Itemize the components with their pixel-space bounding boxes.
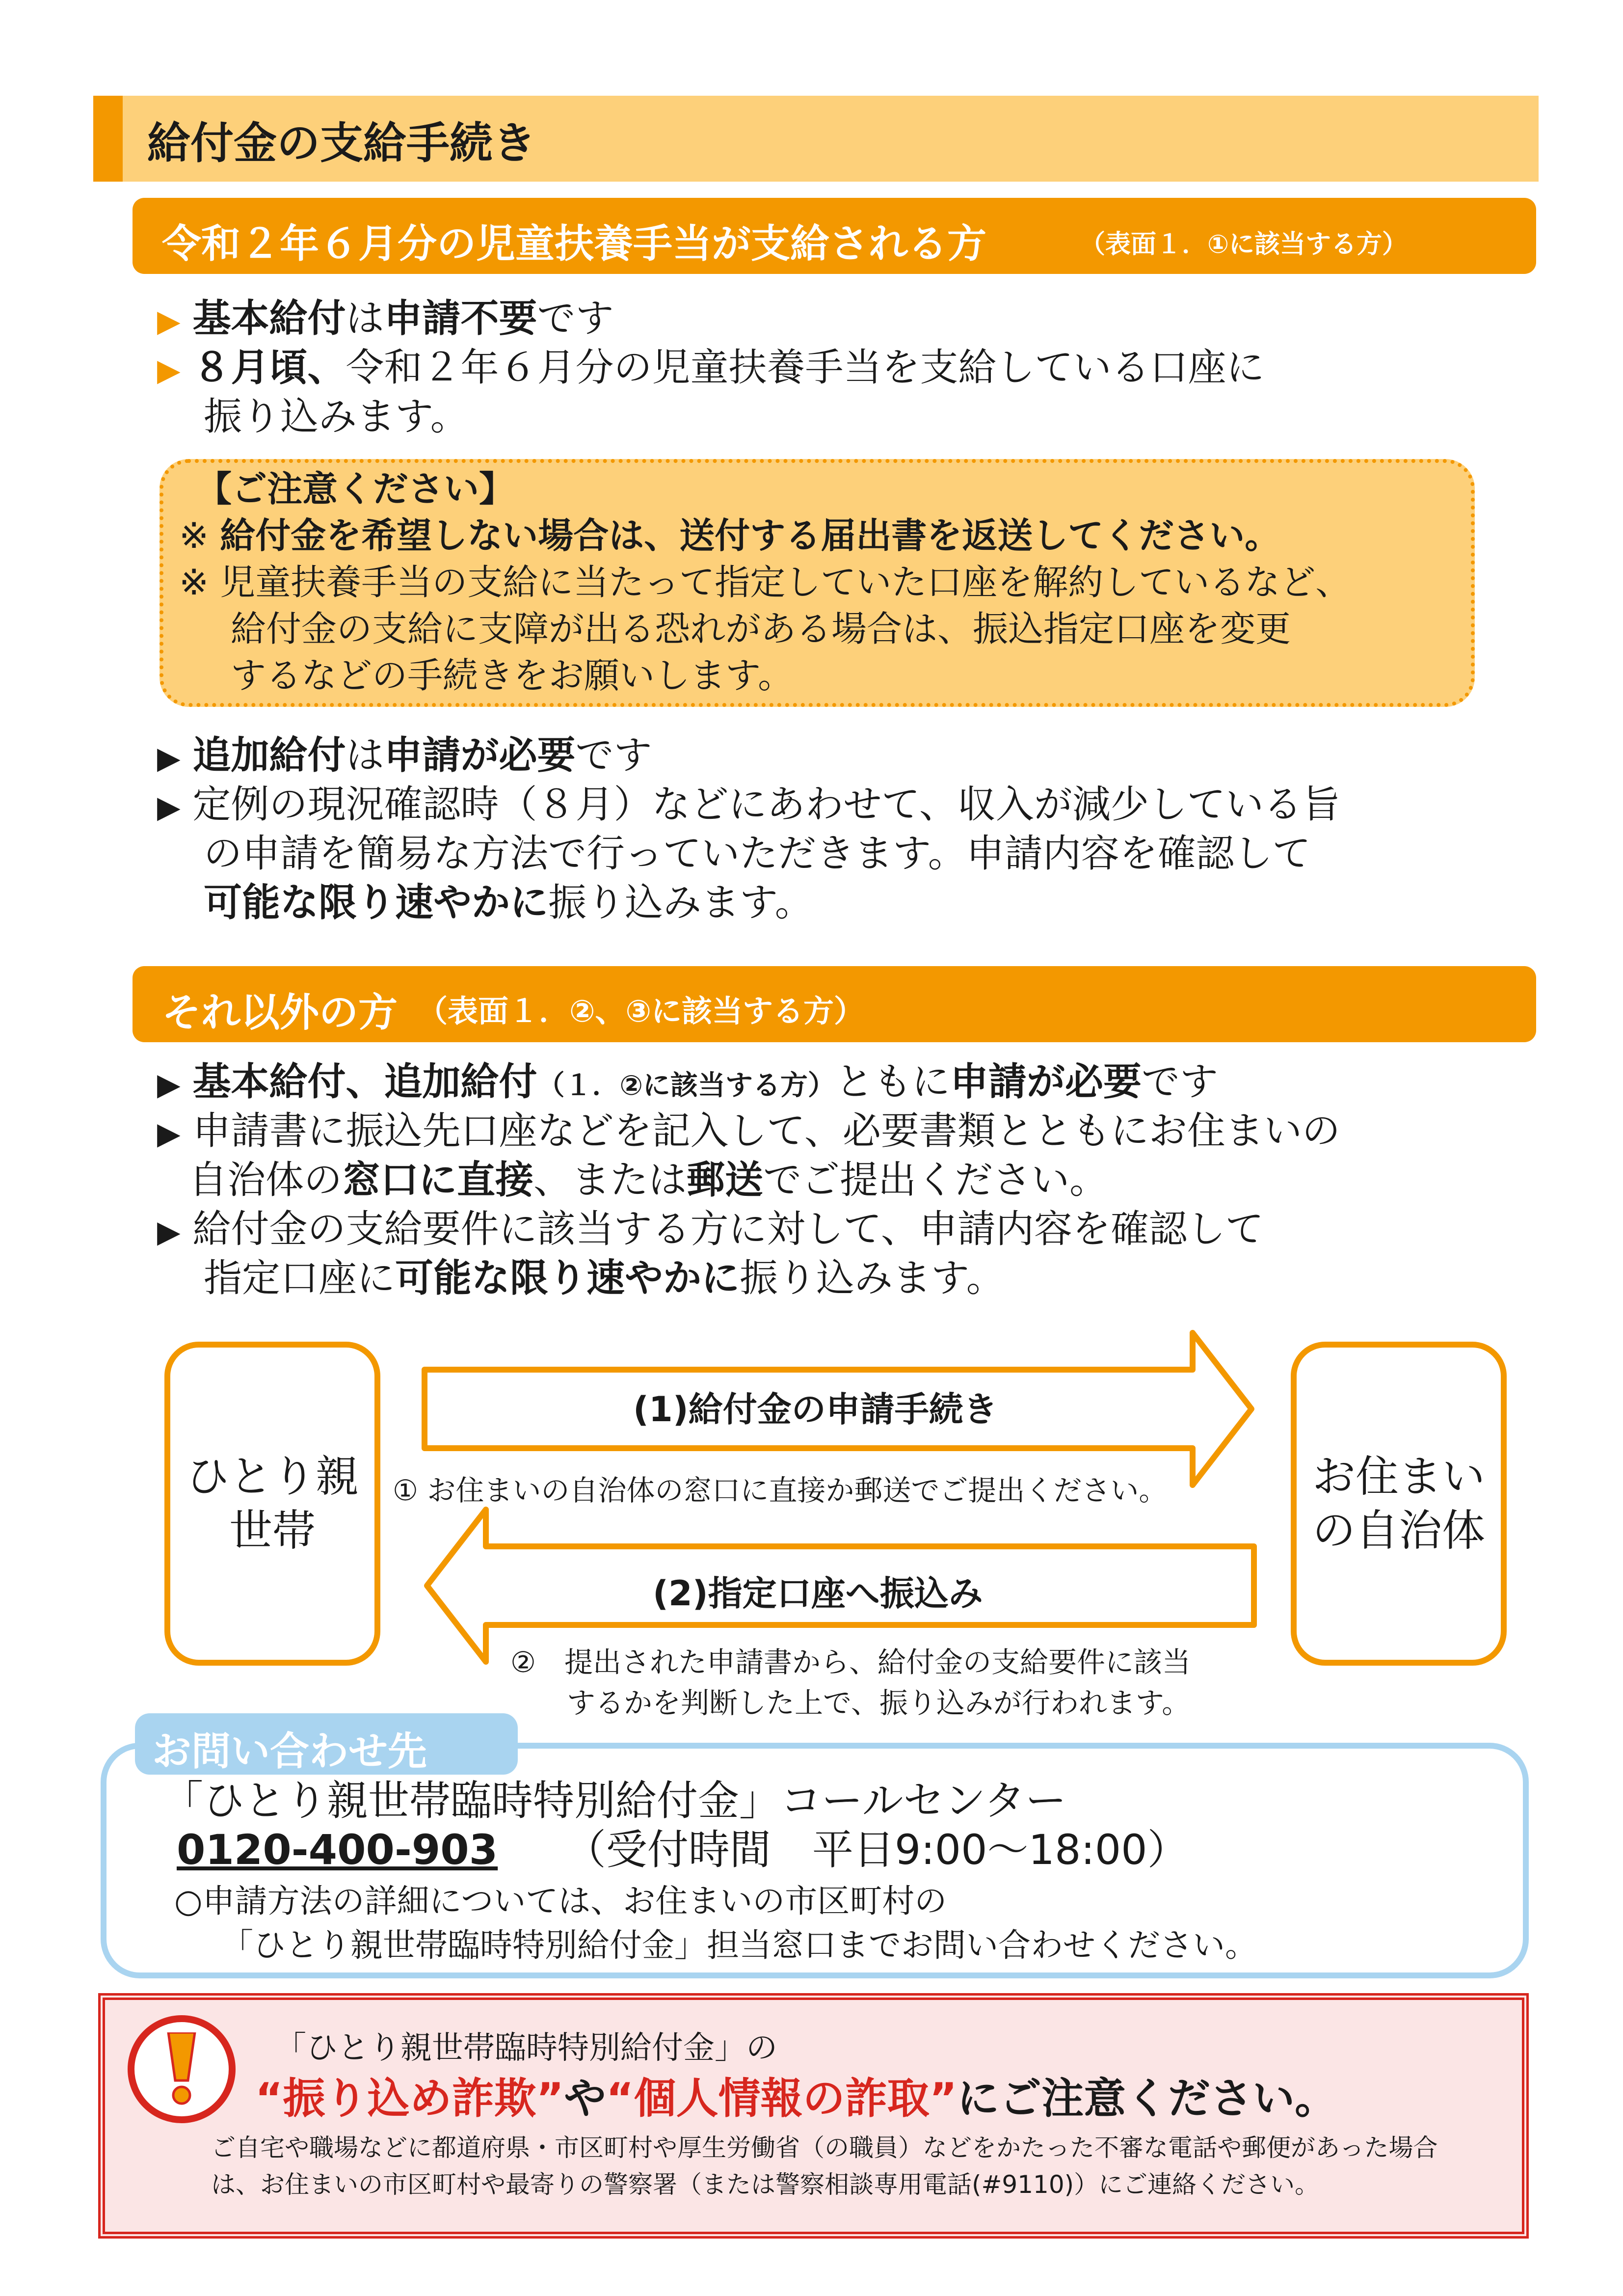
section1-subtitle: （表面１．①に該当する方） <box>1080 230 1408 259</box>
s2-b2-t3: 、または <box>533 1158 687 1202</box>
s1-bullet-4 <box>157 781 1340 831</box>
s2-b2-b2: 窓口に直接 <box>342 1158 534 1202</box>
triangle-bullet-icon: ▶ <box>157 740 181 776</box>
s1-b2-text: 令和２年６月分の児童扶養手当を支給している口座に <box>346 346 1265 390</box>
s1-bullet-1 <box>157 295 614 345</box>
triangle-bullet-icon: ▶ <box>157 789 181 825</box>
s1-b3-bold: 追加給付 <box>192 733 346 778</box>
left-box-line1: ひとり親 <box>186 1451 359 1502</box>
s2-b2-text: 申請書に振込先口座などを記入して、必要書類とともにお住まいの <box>192 1109 1340 1153</box>
arrow1-note: ① お住まいの自治体の窓口に直接か郵送でご提出ください。 <box>393 1474 1168 1507</box>
arrow2-label: (2)指定口座へ振込み <box>653 1573 983 1614</box>
arrow2-note-a: ② 提出された申請書から、給付金の支給要件に該当 <box>510 1646 1191 1679</box>
notice-line-1 <box>179 513 1280 558</box>
notice-line-2b: 給付金の支給に支障が出る恐れがある場合は、振込指定口座を変更 <box>231 608 1291 649</box>
notice-line-2 <box>179 560 1351 605</box>
s1-b4-text3: 振り込みます。 <box>548 881 813 925</box>
s1-b3-text2: です <box>575 733 652 778</box>
s2-bullet-3-cont <box>204 1254 1005 1302</box>
page-title: 給付金の支給手続き <box>147 118 536 168</box>
s2-b2-t4: でご提出ください。 <box>763 1158 1108 1202</box>
section1-title: 令和２年６月分の児童扶養手当が支給される方 <box>162 221 986 267</box>
s1-b1-text: は <box>346 297 384 341</box>
s1-b1-bold: 基本給付 <box>192 297 346 341</box>
section2-title: それ以外の方 <box>162 990 398 1035</box>
s2-b1-text: ともに <box>835 1060 950 1104</box>
s2-b3-text: 給付金の支給要件に該当する方に対して、申請内容を確認して <box>192 1207 1264 1251</box>
s1-b2-bold: ８月頃、 <box>192 346 346 390</box>
notice-heading: 【ご注意ください】 <box>196 468 515 510</box>
right-box-line2: の自治体 <box>1312 1505 1485 1556</box>
contact-tab-label: お問い合わせ先 <box>152 1729 427 1774</box>
s2-bullet-2 <box>157 1107 1340 1158</box>
s2-b1-text2: です <box>1141 1060 1218 1104</box>
title-accent <box>93 96 123 182</box>
s2-b2-b3: 郵送 <box>687 1158 764 1202</box>
s2-b1-bold2: 申請が必要 <box>950 1060 1142 1104</box>
arrow2-note-b: するかを判断した上で、振り込みが行われます。 <box>567 1686 1191 1720</box>
single-parent-household-box <box>164 1342 380 1666</box>
notice-line-2a: 児童扶養手当の支給に当たって指定していた口座を解約しているなど、 <box>220 562 1351 603</box>
s1-b3-text: は <box>346 733 384 778</box>
contact-note-1: ○申請方法の詳細については、お住まいの市区町村の <box>174 1882 947 1920</box>
triangle-bullet-icon: ▶ <box>157 1214 181 1249</box>
notice-line-1-text: 給付金を希望しない場合は、送付する届出書を返送してください。 <box>220 515 1280 556</box>
warning-tail: にご注意ください。 <box>957 2074 1337 2123</box>
call-center-name: 「ひとり親世帯臨時特別給付金」コールセンター <box>162 1777 1066 1825</box>
warning-ya: や <box>564 2074 607 2123</box>
s1-b4-text: 定例の現況確認時（８月）などにあわせて、収入が減少している旨 <box>192 783 1340 827</box>
s2-bullet-1 <box>157 1058 1218 1110</box>
s2-b1-bold: 基本給付、追加給付 <box>192 1060 537 1104</box>
triangle-bullet-icon: ▶ <box>157 1066 181 1102</box>
notice-mark: ※ <box>179 515 209 556</box>
s2-b3-t3: 振り込みます。 <box>740 1256 1005 1300</box>
fraud-phrase-1: “振り込め詐欺” <box>255 2074 564 2123</box>
warning-detail-1: ご自宅や職場などに都道府県・市区町村や厚生労働省（の職員）などをかたった不審な電話や郵便があった場合 <box>211 2134 1438 2162</box>
section2-subtitle: （表面１．②、③に該当する方） <box>417 993 864 1029</box>
phone-row <box>177 1826 1189 1873</box>
s2-bullet-2-cont <box>189 1156 1108 1204</box>
s1-bullet-4-cont2 <box>204 879 813 927</box>
triangle-bullet-icon: ▶ <box>157 303 181 339</box>
notice-mark: ※ <box>179 562 209 603</box>
fraud-phrase-2: “個人情報の詐取” <box>606 2074 958 2123</box>
s1-bullet-4-cont1: の申請を簡易な方法で行っていただきます。申請内容を確認して <box>204 832 1311 876</box>
warning-detail-2: は、お住まいの市区町村や最寄りの警察署（または警察相談専用電話(#9110)）にご連絡ください。 <box>211 2170 1320 2199</box>
s2-bullet-3 <box>157 1205 1264 1256</box>
s2-b1-small: （１．②に該当する方） <box>537 1070 835 1102</box>
s1-b1-text2: です <box>537 297 614 341</box>
warning-icon <box>128 2015 236 2123</box>
left-box-line2: 世帯 <box>229 1505 316 1556</box>
s1-bullet-2 <box>157 344 1265 394</box>
triangle-bullet-icon: ▶ <box>157 352 181 388</box>
s2-b3-b2: 可能な限り速やかに <box>395 1256 740 1300</box>
notice-line-2c: するなどの手続きをお願いします。 <box>231 655 794 696</box>
s1-b3-bold2: 申請が必要 <box>384 733 576 778</box>
arrow1-label: (1)給付金の申請手続き <box>633 1389 998 1430</box>
s1-b1-bold2: 申請不要 <box>384 297 537 341</box>
warning-line-1: 「ひとり親世帯臨時特別給付金」の <box>275 2030 777 2066</box>
exclamation-icon <box>164 2032 199 2106</box>
business-hours: （受付時間 平日9:00～18:00） <box>564 1826 1189 1874</box>
triangle-bullet-icon: ▶ <box>157 1115 181 1151</box>
s2-b3-t2: 指定口座に <box>204 1256 396 1300</box>
s1-bullet-2-cont: 振り込みます。 <box>204 395 469 439</box>
contact-note-2: 「ひとり親世帯臨時特別給付金」担当窓口までお問い合わせください。 <box>221 1926 1257 1964</box>
warning-headline <box>255 2064 1337 2125</box>
municipality-box <box>1291 1342 1507 1666</box>
s1-b4-bold: 可能な限り速やかに <box>204 881 549 925</box>
right-box-line1: お住まい <box>1312 1451 1485 1502</box>
s1-bullet-3 <box>157 731 652 782</box>
s2-b2-t2: 自治体の <box>189 1158 343 1202</box>
phone-number[interactable]: 0120-400-903 <box>177 1826 498 1874</box>
